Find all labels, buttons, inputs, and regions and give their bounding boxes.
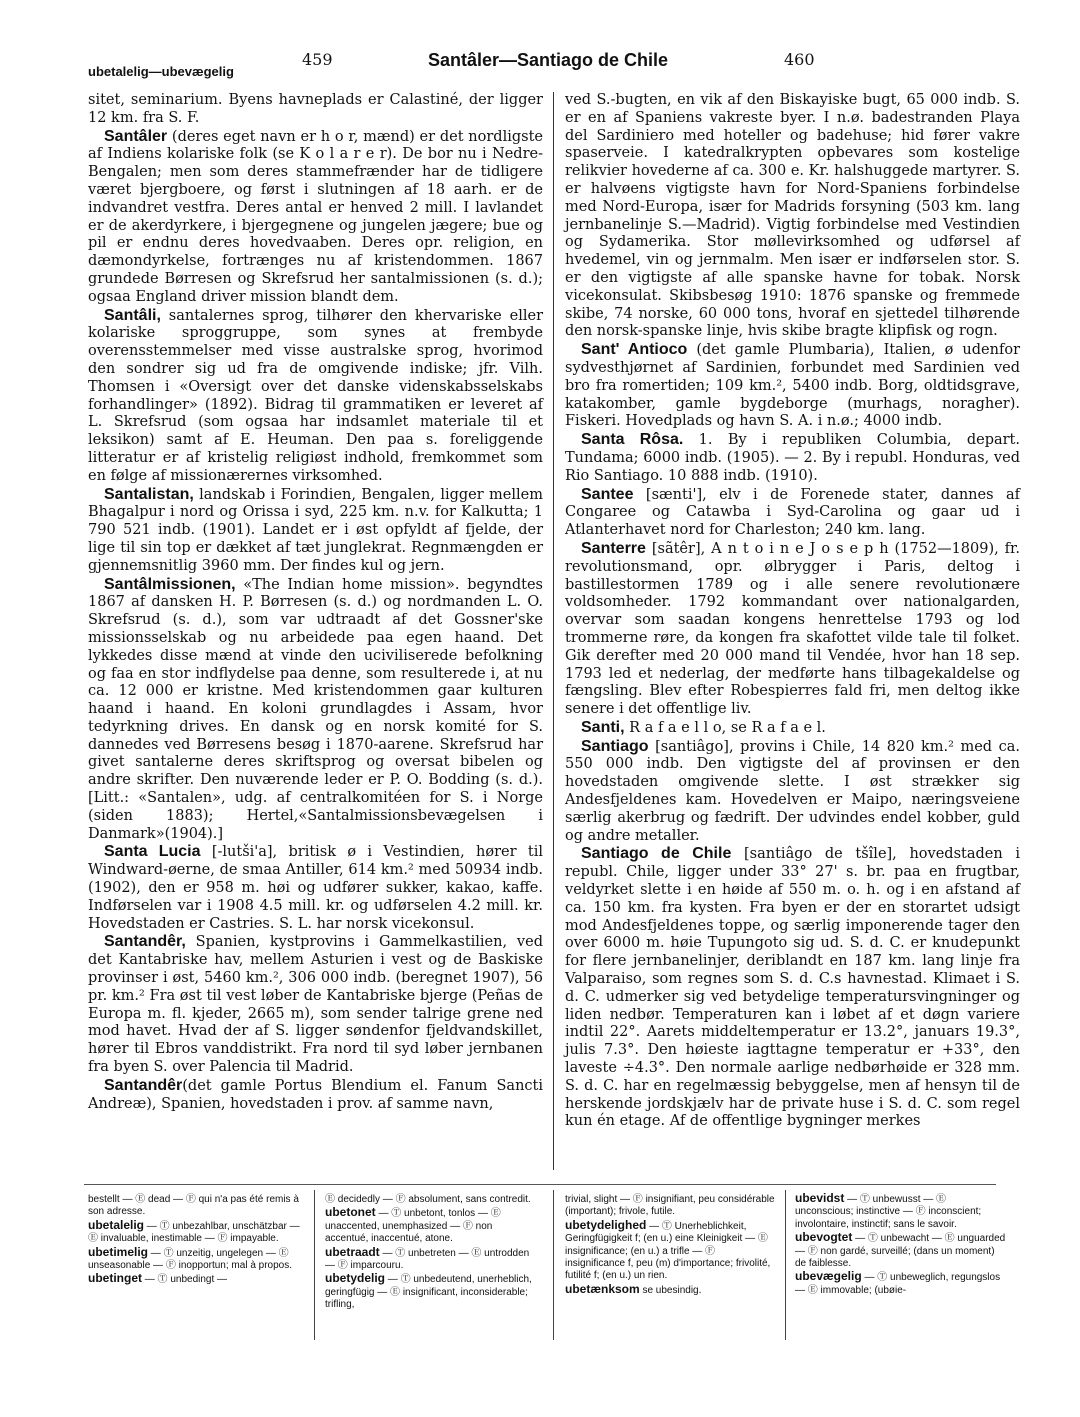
footer-text: — Ⓣ unbewusst — Ⓔ unconscious; instinctive — Ⓕ inconscient; involontaire, instinctif; sans le savoir. <box>795 1194 982 1230</box>
entry-text: [sænti'], elv i de Forenede stater, dannes af Congaree og Catawba i Syd-Carolina og gaar ud i Atlanterhavet nord for Charleston; 240 km. lang. <box>565 486 1020 539</box>
footer-headword: ubetænksom <box>565 1281 640 1296</box>
entry-text: [-lutši'a], britisk ø i Vestindien, hører til Windward-øerne, de smaa Antiller, 614 km.² med 50934 indb. (1902), den er 958 m. høi og udfører sukker, kakao, kaffe. Indførselen var i 1908 4.5 mill. kr. og udførselen 4.2 mill. kr. Hovedstaden er Castries. S. L. har norsk vicekonsul. <box>88 844 543 932</box>
entry-headword: Santâler <box>104 127 168 145</box>
footer-entry <box>88 1272 300 1286</box>
entry-text: [santiâgo], provins i Chile, 14 820 km.² med ca. 550 000 indb. Den vigtigste del af provinsen er den hovedstaden omgivende slette. I øst strækker sig Andesfjeldenes kam. Hovedelven er Maipo, næringsveiene særlig akerbrug og fædrift. Der udvindes endel kobber, guld og andre metaller. <box>565 738 1020 844</box>
entry <box>565 431 1020 485</box>
entry <box>88 933 543 1076</box>
footer-text: — Ⓣ unbeweglich, regungslos — Ⓔ immovable; (ubøie- <box>795 1272 1001 1296</box>
footer-entry <box>795 1192 1007 1231</box>
entry-text: «The Indian home mission». begyndtes 1867 af dansken H. P. Børresen (s. d.) og nordmanden L. O. Skrefsrud (s. d.), som var udtraadt af det Gossner'ske missionsselskab og nu arbeidede paa egen haand. Det lykkedes disse mænd at vinde den uciviliserede befolkning og faa en stor indflydelse paa denne, som resulterede i, at nu ca. 12 000 er kristne. Med kristendommen gaar kulturen haand i haand. En koloni grundlagdes i Assam, hvor tedyrkning drives. En dansk og en norsk komité for S. dannedes ved Børresens besøg i 1870-aarene. Skrefsrud har givet santalerne deres skriftsprog og oversat bibelen og andre skrifter. Den nuværende leder er P. O. Bodding (s. d.). [Litt.: «Santalen», udg. af centralkomitéen for S. i Norge (siden 1883); Hertel,«Santalmissionsbevægelsen i Danmark»(1904).] <box>88 576 543 842</box>
footer-headword: ubetonet <box>325 1205 376 1220</box>
footer-column-1 <box>88 1192 300 1287</box>
entry <box>88 307 543 486</box>
entry-headword: Santalistan, <box>104 485 194 503</box>
entry-text: landskab i Forindien, Bengalen, ligger mellem Bhagalpur i nord og Orissa i syd, 225 km. n.v. for Kalkutta; 1 790 521 indb. (1901). Landet er i øst opfyldt af fjelde, der lige til sin top er dækket af tæt junglekrat. Regnmængden er gjennemsnitlig 3960 mm. Der findes kul og jern. <box>88 486 543 574</box>
footer-column-4 <box>795 1192 1007 1297</box>
footer-headword: ubetraadt <box>325 1244 380 1259</box>
entry <box>565 540 1020 719</box>
footer-headword: ubevidst <box>795 1191 845 1205</box>
footer-column-divider <box>785 1190 786 1340</box>
footer-text: — Ⓣ unbedeutend, unerheblich, geringfügig — Ⓔ insignificant, inconsiderable; trifling, <box>325 1274 532 1311</box>
entry <box>565 91 1020 341</box>
left-column <box>88 91 543 1113</box>
footer-text: — Ⓣ unbewacht — Ⓔ unguarded — Ⓕ non gardé, surveillé; (dans un moment) de faiblesse. <box>795 1233 1006 1270</box>
entry-text: (det gamle Portus Blendium el. Fanum Sancti Andreæ), Spanien, hovedstaden i prov. af samme navn, <box>88 1077 543 1112</box>
footer-entry <box>565 1192 777 1219</box>
entry-headword: Santandêr <box>104 1076 183 1094</box>
entry-headword: Santandêr, <box>104 933 186 951</box>
entry-text: [santiâgo de tšîle], hovedstaden i republ. Chile, ligger under 33° 27' s. br. paa en frugtbar, veldyrket slette i en høide af 550 m. o. h. og i en afstand af ca. 150 km. fra kysten. Fra byen er der en storartet udsigt mod Andesfjeldenes toppe, og særlig imponerende tager den over 6000 m. høie Tupungoto sig ud. S. d. C. er knudepunkt for flere jernbanelinjer, deriblandt en 187 km. lang linje fra Valparaiso, som regnes som S. d. C.s havnestad. Klimaet i S. d. C. udmerker sig ved betydelige temperatursvingninger og liden nedbør. Temperaturen kan i løbet af et døgn variere indtil 22°. Aarets middeltemperatur er 13.2°, januars 19.3°, julis 7.3°. Den høieste iagttagne temperatur er +33°, den laveste ÷4.3°. Den normale aarlige nedbørhøide er 328 mm. S. d. C. har en regelmæssig bebyggelse, men af hensyn til de herskende jordskjælv har de private huse i S. d. C. som regel kun én etage. Af de offentlige bygninger merkes <box>565 846 1020 1130</box>
entry-headword: Sant' Antioco <box>581 341 688 359</box>
entry-text: sitet, seminarium. Byens havneplads er Calastiné, der ligger 12 km. fra S. F. <box>88 92 543 126</box>
entry-text: R a f a e l l o, se R a f a e l. <box>624 719 826 736</box>
entry-headword: Santee <box>581 485 634 503</box>
entry-text: 1. By i republiken Columbia, depart. Tundama; 6000 indb. (1905). — 2. By i republ. Honduras, ved Rio Santiago. 10 888 indb. (1910). <box>565 432 1020 484</box>
footer-text: — Ⓣ unbetont, tonlos — Ⓔ unaccented, unemphasized — Ⓕ non accentué, inaccentué, atone. <box>325 1208 501 1245</box>
entry-text: (det gamle Plumbaria), Italien, ø udenfor sydvesthjørnet af Sardinien, forbundet med Sardinien ved bro fra romertiden; 109 km.², 5400 indb. Borg, oldtidsgrave, katakomber, gamle bygdeborge (murhags, noragher). Fiskeri. Hovedplads og havn S. A. i n.ø.; 4000 indb. <box>565 342 1020 430</box>
footer-entry <box>88 1192 300 1219</box>
footer-divider <box>84 1184 996 1185</box>
entry-text: (deres eget navn er h o r, mænd) er det nordligste af Indiens kolariske folk (se K o l a r e r). De bor nu i Nedre-Bengalen; men som deres stammefrænder har de tidligere været bjergboere, og først i slutningen af 18 aarh. er de indvandret vestfra. Deres antal er henved 2 mill. I lavlandet er de akerdyrkere, i bjergegnene og jungelen jægere; bue og pil er endnu deres hovedvaaben. Deres opr. religion, en dæmondyrkelse, fortrænges nu af kristendommen. 1867 grundede Børresen og Skrefsrud her santalmissionen (s. d.); ogsaa England driver mission blandt dem. <box>88 128 543 305</box>
entry-text: ved S.-bugten, en vik af den Biskayiske bugt, 65 000 indb. S. er en af Spaniens vakreste byer. I n.ø. badestranden Playa del Sardiniero med hoteller og badehuse; hid fører vakre spaserveie. I katedralkrypten opbevares som kostelige relikvier hovederne af ca. 300 e. Kr. halshuggede martyrer. S. er halvøens vigtigste havn for Nord-Spaniens forbindelse med Nord-Europa, især for Madrids forsyning (503 km. lang jernbanelinje S.—Madrid). Vigtig forbindelse med Vestindien og Sydamerika. Stor møllevirksomhed og udførsel af hvedemel, vin og jernmalm. Men især er indførselen stor. S. er den vigtigste af alle spanske havne for tobak. Norsk vicekonsulat. Skibsbesøg 1910: 1876 spanske og fremmede skibe, 74 norske, 60 000 tons, hvoraf en sjettedel tilhørende den norsk-spanske linje, hvis skibe bragte klipfisk og rogn. <box>565 92 1020 340</box>
entry-headword: Santerre <box>581 539 646 557</box>
entry <box>88 843 543 933</box>
entry <box>88 128 543 307</box>
entry <box>565 738 1020 846</box>
footer-headword: ubetydelig <box>325 1271 386 1286</box>
entry-headword: Santa Lucia <box>104 843 201 861</box>
entry <box>88 91 543 128</box>
footer-entry <box>325 1246 537 1273</box>
footer-text: bestellt — Ⓔ dead — Ⓕ qui n'a pas été remis à son adresse. <box>88 1194 299 1218</box>
footer-entry <box>795 1270 1007 1297</box>
footer-text: Ⓔ decidedly — Ⓕ absolument, sans contredit. <box>325 1194 531 1205</box>
footer-headword: ubetimelig <box>88 1244 149 1259</box>
footer-text: — Ⓣ unbedingt — <box>142 1274 228 1286</box>
entry <box>88 486 543 576</box>
footer-entry <box>88 1246 300 1273</box>
footer-entry <box>565 1283 777 1297</box>
footer-entry <box>325 1192 537 1206</box>
footer-column-3 <box>565 1192 777 1297</box>
entry-headword: Santâli, <box>104 306 161 324</box>
entry-headword: Santiago de Chile <box>581 845 732 863</box>
entry <box>565 719 1020 738</box>
entry-headword: Santa Rôsa. <box>581 431 684 449</box>
footer-column-divider <box>314 1190 315 1340</box>
entry-text: [sãtêr], A n t o i n e J o s e p h (1752—1809), fr. revolutionsmand, opr. ølbrygger i Paris, deltog i bastillestormen 1789 og i alle senere revolutionære voldsomheder. 1792 kommandant over nationalgarden, overvar som saadan kongens henrettelse 1793 og lod trommerne røre, da kongen fra skafottet vilde tale til folket. Gik derefter med 20 000 mand til Vendée, hvor han 18 sep. 1793 led et nederlag, der medførte hans tilbagekaldelse og fængsling. Blev efter Robespierres fald fri, men deltog ikke senere i det offentlige liv. <box>565 540 1020 718</box>
page-number-left: 459 <box>302 50 333 69</box>
footer-entry <box>795 1231 1007 1270</box>
footer-headword: ubevægelig <box>795 1269 862 1284</box>
entry-text: santalernes sprog, tilhører den khervariske eller kolariske sproggruppe, som synes at frembyde overensstemmelser med visse australske sprog, hvorimod den sondrer sig ud fra de omgivende indiske; jfr. Vilh. Thomsen i «Oversigt over det danske videnskabsselskabs forhandlinger» (1892). Bidrag til grammatiken er leveret af L. Skrefsrud (som ogsaa har indsamlet materiale til et leksikon) samt af E. Heuman. Den paa s. foreliggende litteratur er af kristelig religiøst indhold, fremkommet som en følge af missionærernes virksomhed. <box>88 307 543 484</box>
footer-headword: ubetinget <box>88 1271 142 1286</box>
footer-text: trivial, slight — Ⓕ insignifiant, peu considérable (important); frivole, futile. <box>565 1194 775 1218</box>
entry <box>565 486 1020 540</box>
footer-entry <box>325 1206 537 1245</box>
footer-text: se ubesindig. <box>639 1284 702 1296</box>
entry-headword: Santâlmissionen, <box>104 575 236 593</box>
page-number-right: 460 <box>784 50 815 69</box>
entry <box>565 845 1020 1131</box>
footer-headword: ubetalelig <box>88 1217 145 1232</box>
footer-text: — Ⓣ unbetreten — Ⓔ untrodden — Ⓕ imparcouru. <box>325 1247 530 1272</box>
footer-headword: ubevogtet <box>795 1230 853 1245</box>
footer-column-divider <box>553 1190 554 1340</box>
column-divider <box>553 92 554 1170</box>
footer-text: — Ⓣ unbezahlbar, unschätzbar — Ⓔ invaluable, inestimable — Ⓕ impayable. <box>88 1220 300 1245</box>
entry-headword: Santiago <box>581 737 649 755</box>
entry <box>565 341 1020 431</box>
footer-text: — Ⓣ Unerheblichkeit, Geringfügigkeit f; (en u.) eine Kleinigkeit — Ⓔ insignificance; (en u.) a trifle — Ⓕ insignificance f, peu (m) d'importance; frivolité, futilité f; (en u.) un rien. <box>565 1220 771 1282</box>
footer-text: — Ⓣ unzeitig, ungelegen — Ⓔ unseasonable — Ⓕ inopportun; mal à propos. <box>88 1247 293 1272</box>
page-title: Santâler—Santiago de Chile <box>428 50 669 70</box>
entry-text: Spanien, kystprovins i Gammelkastilien, ved det Kantabriske hav, mellem Asturien i vest og de Baskiske provinser i øst, 5460 km.², 306 000 indb. (beregnet 1907), 56 pr. km.² Fra øst til vest løber de Kantabriske bjerge (Peñas de Europa m. fl. kjeder, 2665 m), som sender talrige grene ned mod havet. Hvad der af S. ligger søndenfor fjeldvandskillet, hører til Ebros vanddistrikt. Fra nord til syd løber jernbanen fra byen S. over Palencia til Madrid. <box>88 934 543 1076</box>
footer-entry <box>325 1272 537 1311</box>
entry <box>88 576 543 844</box>
footer-entry <box>88 1219 300 1246</box>
guide-words: ubetalelig—ubevægelig <box>88 64 234 79</box>
footer-entry <box>565 1219 777 1283</box>
right-column <box>565 91 1020 1131</box>
footer-column-2 <box>325 1192 537 1312</box>
entry-headword: Santi, <box>581 718 625 736</box>
entry <box>88 1077 543 1114</box>
footer-headword: ubetydelighed <box>565 1217 647 1232</box>
